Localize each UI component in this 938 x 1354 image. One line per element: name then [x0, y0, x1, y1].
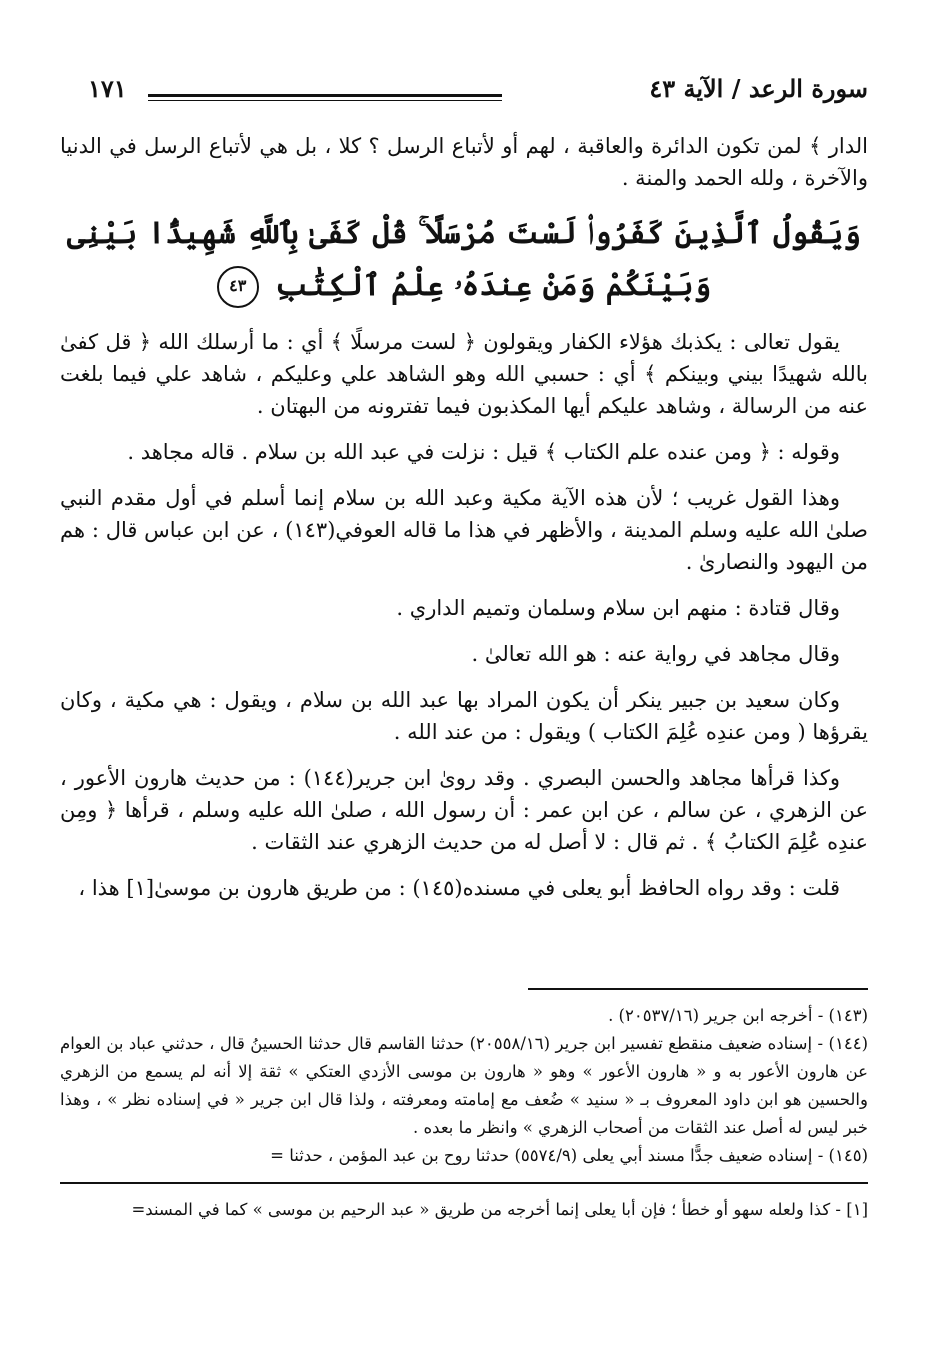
paragraph: وكان سعيد بن جبير ينكر أن يكون المراد بها عبد الله بن سلام ، ويقول : هي مكية ، وكان يقرؤها ( ومن عندِه عُلِمَ الكتاب ) ويقول : من عند الله . [60, 688, 868, 744]
footnote-145: (١٤٥) - إسناده ضعيف جدًّا مسند أبي يعلى (٥٥٧٤/٩) حدثنا روح بن عبد المؤمن ، حدثنا = [270, 1146, 868, 1165]
verse-number-ornament: ٤٣ [217, 266, 259, 308]
paragraph: وكذا قرأها مجاهد والحسن البصري . وقد روىٰ ابن جرير(١٤٤) : من حديث هارون الأعور ، عن الزهري ، عن سالم ، عن ابن عمر : أن رسول الله ، صلىٰ الله عليه وسلم ، قرأها ﴿ ومِن عندِه عُلِمَ الكتابُ ﴾ . ثم قال : لا أصل له من حديث الزهري عند الثقات . [60, 766, 868, 854]
page-number: ١٧١ [88, 74, 127, 103]
paragraph: قلت : وقد رواه الحافظ أبو يعلى في مسنده(١٤٥) : من طريق هارون بن موسىٰ[١] هذا ، [78, 876, 840, 900]
running-header [60, 74, 868, 110]
footnotes [60, 988, 868, 1224]
header-rule [148, 94, 502, 97]
main-text [60, 130, 868, 918]
book-page [60, 0, 868, 1354]
paragraph: الدار ﴾ لمن تكون الدائرة والعاقبة ، لهم أو لأتباع الرسل ؟ كلا ، بل هي لأتباع الرسل في الدنيا والآخرة ، ولله الحمد والمنة . [60, 134, 868, 190]
footnote-143: (١٤٣) - أخرجه ابن جرير (٢٠٥٣٧/١٦) . [608, 1006, 868, 1025]
paragraph: وقال قتادة : منهم ابن سلام وسلمان وتميم الداري . [396, 596, 840, 620]
paragraph: يقول تعالى : يكذبك هؤلاء الكفار ويقولون ﴿ لست مرسلًا ﴾ أي : ما أرسلك الله ﴿ قل كفىٰ بالله شهيدًا بيني وبينكم ﴾ أي : حسبي الله وهو الشاهد علي وعليكم ، شاهد علي فيما بلغت عنه من الرسالة ، وشاهد عليكم أيها المكذبون فيما تفترونه من البهتان . [60, 330, 868, 418]
footnote-rule [528, 988, 868, 990]
paragraph: وقوله : ﴿ ومن عنده علم الكتاب ﴾ قيل : نزلت في عبد الله بن سلام . قاله مجاهد . [127, 440, 840, 464]
paragraph: وهذا القول غريب ؛ لأن هذه الآية مكية وعبد الله بن سلام إنما أسلم في أول مقدم النبي صلىٰ الله عليه وسلم المدينة ، والأظهر في هذا ما قاله العوفي(١٤٣) ، عن ابن عباس قال : هم من اليهود والنصارىٰ . [60, 486, 868, 574]
quran-verse [60, 208, 868, 312]
surah-title: سورة الرعد / الآية ٤٣ [649, 74, 868, 103]
footnote-separator [60, 1182, 868, 1184]
footnote-144: (١٤٤) - إسناده ضعيف منقطع تفسير ابن جرير (٢٠٥٥٨/١٦) حدثنا القاسم قال حدثنا الحسينُ قال ، حدثني عباد بن العوام عن هارون الأعور به و « هارون الأعور » وهو « هارون بن موسى الأزدي العتكي » ثقة إلا أنه لم يسمع من الزهري والحسين هو ابن داود المعروف بـ « سنيد » ضُعف مع إمامته ومعرفته ، ولذا قال ابن جرير « في إسناده نظر » ، وهذا خبر ليس له أصل عند الثقات من أصحاب الزهري » وانظر ما بعده . [60, 1034, 868, 1137]
editor-note: [١] - كذا ولعله سهو أو خطأ ؛ فإن أبا يعلى إنما أخرجه من طريق « عبد الرحيم بن موسى » كما في المسند= [131, 1200, 868, 1219]
paragraph: وقال مجاهد في رواية عنه : هو الله تعالىٰ . [471, 642, 840, 666]
verse-text: وَيَقُولُ ٱلَّذِينَ كَفَرُوا۟ لَسْتَ مُرْسَلًا ۚ قُلْ كَفَىٰ بِٱللَّهِ شَهِيدًۢا بَيْنِى وَبَيْنَكُمْ وَمَنْ عِندَهُۥ عِلْمُ ٱلْكِتَٰبِ [67, 216, 861, 303]
